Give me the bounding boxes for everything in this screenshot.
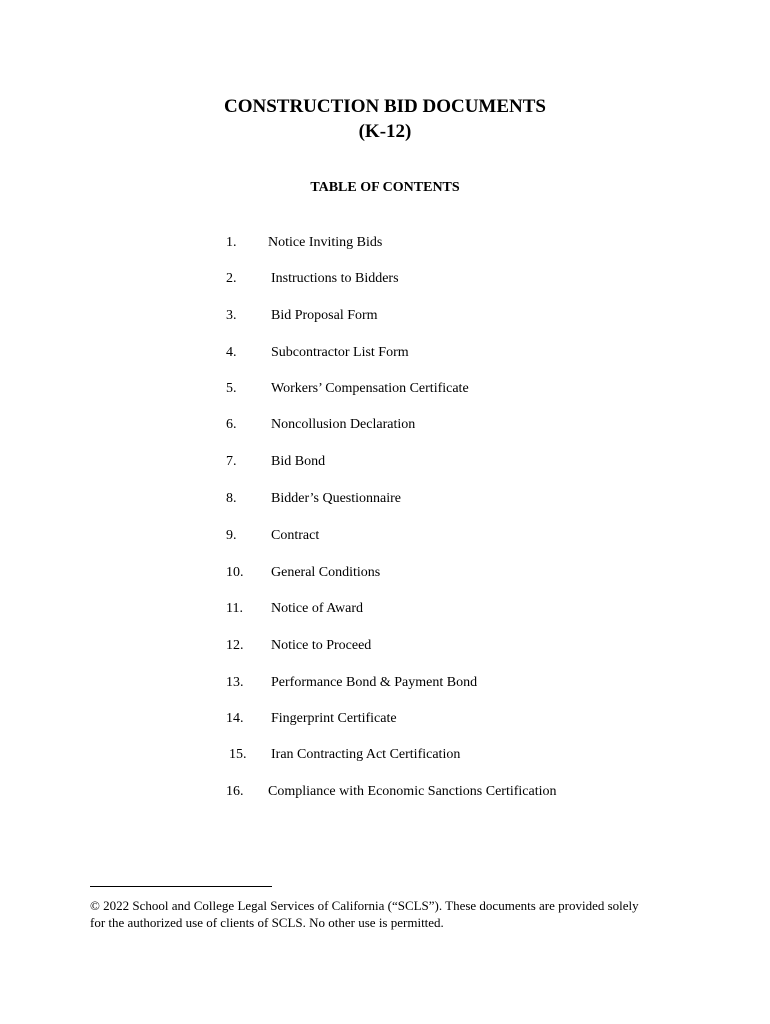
toc-item-number: 9. (226, 528, 237, 543)
toc-item-label: Fingerprint Certificate (271, 711, 397, 726)
toc-item (0, 635, 770, 657)
toc-item-number: 6. (226, 417, 237, 432)
toc-item-number: 3. (226, 308, 237, 323)
toc-item (0, 672, 770, 694)
toc-item-label: Bid Proposal Form (271, 308, 378, 323)
toc-item-label: Notice Inviting Bids (268, 235, 383, 250)
toc-item (0, 562, 770, 584)
footnote-line-2: for the authorized use of clients of SCLS. No other use is permitted. (90, 915, 444, 930)
toc-item-label: Compliance with Economic Sanctions Certification (268, 784, 557, 799)
toc-item-number: 12. (226, 638, 244, 653)
toc-item (0, 708, 770, 730)
footnote (90, 897, 690, 931)
document-subtitle: (K-12) (358, 121, 412, 142)
toc-item-label: Noncollusion Declaration (271, 417, 416, 432)
toc-item-number: 11. (226, 601, 243, 616)
toc-heading: TABLE OF CONTENTS (310, 180, 460, 195)
toc-item-number: 15. (229, 747, 247, 762)
toc-item-number: 5. (226, 381, 237, 396)
toc-item-number: 7. (226, 454, 237, 469)
toc-item-number: 1. (226, 235, 237, 250)
toc-item-label: Bid Bond (271, 454, 326, 469)
toc-item-label: Notice of Award (271, 601, 364, 616)
toc-item (0, 342, 770, 364)
toc-item (0, 451, 770, 473)
toc-item-number: 13. (226, 675, 244, 690)
toc-item (0, 268, 770, 290)
toc-item-number: 8. (226, 491, 237, 506)
toc-item (0, 488, 770, 510)
toc-item-number: 4. (226, 345, 237, 360)
toc-item-number: 16. (226, 784, 244, 799)
toc-item-label: Iran Contracting Act Certification (271, 747, 461, 762)
toc-item (0, 781, 770, 803)
toc-item-number: 2. (226, 271, 237, 286)
toc-item-number: 10. (226, 565, 244, 580)
toc-item (0, 414, 770, 436)
toc-item-label: Performance Bond & Payment Bond (271, 675, 478, 690)
toc-item-number: 14. (226, 711, 244, 726)
toc-item (0, 378, 770, 400)
toc-item-label: Subcontractor List Form (271, 345, 409, 360)
footnote-line-1: © 2022 School and College Legal Services of California (“SCLS”). These documents are provided solely (90, 898, 639, 913)
toc-item (0, 305, 770, 327)
footnote-divider (90, 886, 272, 887)
toc-item (0, 232, 770, 254)
toc-item-label: Workers’ Compensation Certificate (271, 381, 469, 396)
toc-item-label: Notice to Proceed (271, 638, 372, 653)
toc-item-label: General Conditions (271, 565, 381, 580)
toc-item (0, 744, 770, 766)
toc-item (0, 598, 770, 620)
toc-item-label: Contract (271, 528, 320, 543)
toc-item-label: Bidder’s Questionnaire (271, 491, 401, 506)
document-title: CONSTRUCTION BID DOCUMENTS (224, 96, 546, 117)
toc-item-label: Instructions to Bidders (271, 271, 399, 286)
toc-item (0, 525, 770, 547)
